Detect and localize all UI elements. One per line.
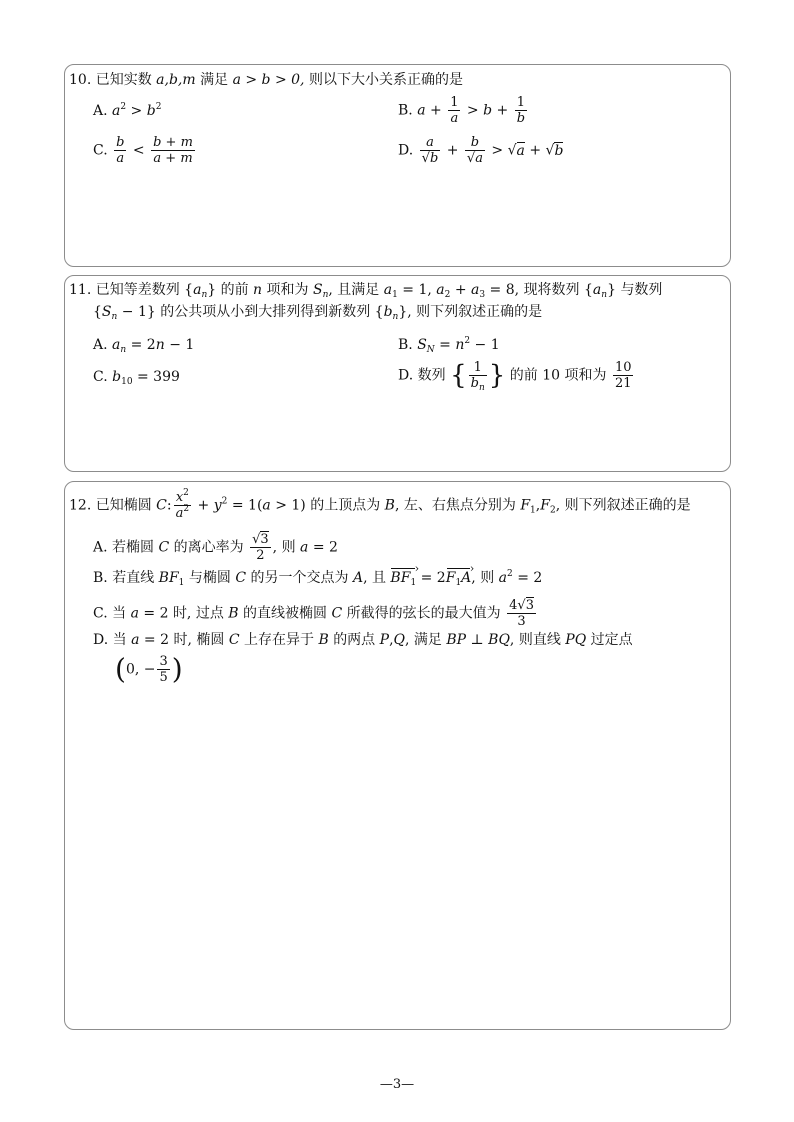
page-number: —3—	[379, 1077, 415, 1092]
q12-option-b[interactable]: B. 若直线 $BF_1$ 与椭圆 C 的另一个交点为 A, 且 $BF_1$ › = $2F_1A$ ›, 则 $a^2 = 2$	[93, 568, 542, 588]
question-12-stem: 12. 已知椭圆 C: $\frac{x^2}{a^2}$ + $y^2 = 1(a > 1)$ 的上顶点为 B, 左、右焦点分别为 $F_1,F_2$, 则下列叙述正确的是	[69, 488, 691, 521]
q11-option-c[interactable]: C. $b_{10} = 399$	[93, 369, 180, 387]
question-11-box	[64, 275, 731, 472]
q12-option-d-point: (0, − $\frac{3}{5}$ )	[115, 652, 183, 686]
question-12-box	[64, 481, 731, 1030]
q12-option-a[interactable]: A. 若椭圆 C 的离心率为 $\frac{√3}{2}$ , 则 a = 2	[93, 532, 338, 563]
q11-option-d[interactable]: D. 数列 { $\frac{1}{b_n}$ } 的前 10 项和为 $\frac{10}{21}$	[398, 360, 632, 393]
q10-option-b[interactable]: B. a + $\frac{1}{a}$ > b + $\frac{1}{b}$	[398, 95, 526, 126]
q12-option-c[interactable]: C. 当 a = 2 时, 过点 B 的直线被椭圆 C 所截得的弦长的最大值为 $\frac{4√3}{3}$	[93, 598, 534, 629]
question-10-stem: 10. 已知实数 a,b,m 满足 a > b > 0, 则以下大小关系正确的是	[69, 72, 463, 88]
q10-option-d[interactable]: D. $\frac{a}{√b}$ + $\frac{b}{√a}$ > √a + √b	[398, 135, 564, 166]
question-10-box	[64, 64, 731, 267]
q12-option-d[interactable]: D. 当 a = 2 时, 椭圆 C 上存在异于 B 的两点 P,Q, 满足 BP ⊥ BQ, 则直线 PQ 过定点	[93, 632, 633, 648]
question-11-stem: 11. 已知等差数列 $\{a_n\}$ 的前 n 项和为 $S_n$, 且满足 $a_1 = 1$, $a_2 + a_3 = 8$, 现将数列 $\{a_n\}$ 与数列 $\{S_n - 1\}$ 的公共项从小到大排列得到新数列 $\{b_n\}$, 则下列叙述正确的是	[69, 282, 663, 322]
q10-option-a[interactable]: A. $a^2 > b^2$	[93, 102, 162, 119]
q10-option-c[interactable]: C. $\frac{b}{a}$ < $\frac{b + m}{a + m}$	[93, 135, 193, 166]
q11-option-a[interactable]: A. $a_n = 2n - 1$	[93, 337, 195, 355]
q11-option-b[interactable]: B. $S_N = n^2 - 1$	[398, 336, 500, 355]
